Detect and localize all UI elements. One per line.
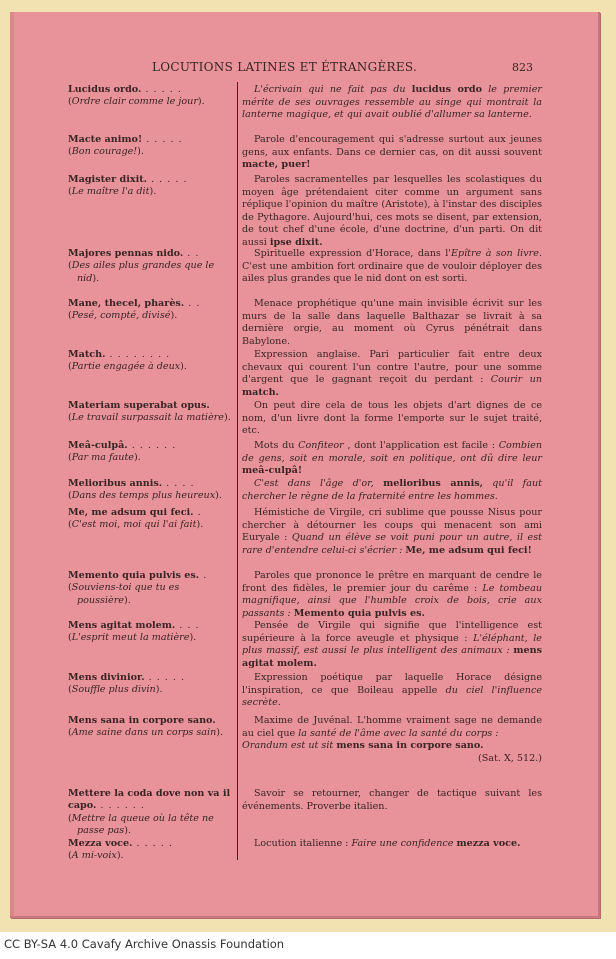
- italic-text: Le travail surpassait la matière: [71, 412, 224, 424]
- headword-line: [68, 788, 234, 813]
- entry-headword-column: [68, 838, 234, 863]
- definition-paragraph: [242, 400, 542, 438]
- translation: [68, 146, 234, 158]
- definition-paragraph: [242, 570, 542, 620]
- text-run: ).: [123, 594, 131, 606]
- headword: Mezza voce.: [68, 838, 133, 849]
- bold-text: ipse dixit.: [269, 236, 323, 248]
- text-run: (: [68, 519, 72, 531]
- translation: [68, 96, 234, 108]
- text-run: Expression poétique par laquelle Horace désigne l'inspiration, ce que Boileau appelle: [242, 672, 542, 696]
- italic-text: Bon courage!: [71, 146, 138, 158]
- entry-definition: [242, 507, 542, 557]
- headword-line: [68, 672, 234, 684]
- headword-line: [68, 507, 234, 519]
- text-run: ).: [216, 727, 224, 739]
- italic-text: Orandum est ut sit: [242, 740, 337, 751]
- leader-dots: . . .: [175, 620, 200, 631]
- text-run: (: [68, 850, 72, 862]
- bold-text: match.: [242, 386, 279, 398]
- entry-headword-column: [68, 570, 234, 607]
- italic-text: le premier mérite de ses ouvrages ressemble au singe qui montrait la lanterne magique, et qui avait oublié d'allumer sa lanterne.: [242, 84, 542, 120]
- text-run: (: [68, 412, 72, 424]
- headword-line: [68, 298, 234, 310]
- text-run: Menace prophétique qu'une main invisible écrivit sur les murs de la salle dans laquelle Balthazar se livrait à sa dernière orgie, au moment où Cyrus pénétrait dans Babylone.: [242, 298, 542, 347]
- entry-definition: [242, 620, 542, 670]
- entry-headword-column: [68, 134, 234, 159]
- bold-text: mens sana in corpore sano.: [336, 740, 484, 751]
- entry-definition: [242, 672, 542, 710]
- entry-definition: [242, 248, 542, 286]
- translation: [68, 310, 234, 322]
- text-run: (: [68, 146, 72, 158]
- italic-text: Pesé, compté, divisé: [71, 310, 171, 322]
- italic-text: Mettre la queue où la tête ne passe pas: [71, 812, 214, 837]
- definition-paragraph: [242, 788, 542, 813]
- headword-line: [68, 440, 234, 452]
- entry-headword-column: [68, 788, 234, 838]
- bold-text: meâ-culpâ!: [242, 465, 303, 476]
- italic-text: Dans des temps plus heureux: [71, 490, 216, 502]
- text-run: ).: [137, 146, 144, 158]
- column-divider: [237, 82, 238, 860]
- leader-dots: . . . . . .: [96, 800, 145, 812]
- definition-paragraph: [242, 174, 542, 249]
- translation: [68, 813, 234, 838]
- italic-text: qu'il faut chercher le règne de la fraternité entre les hommes.: [242, 478, 542, 502]
- headword-line: [68, 174, 234, 186]
- italic-text: Confiteor: [298, 440, 344, 451]
- text-run: (: [68, 310, 72, 322]
- text-run: (: [68, 632, 72, 644]
- translation: [68, 850, 234, 862]
- text-run: Hémistiche de Virgile, cri sublime que pousse Nisus pour chercher à détourner les coups qui menacent son ami Euryale :: [242, 507, 542, 543]
- entry-definition: [242, 84, 542, 122]
- text-run: ).: [133, 452, 141, 464]
- italic-text: Faire une confidence: [351, 838, 457, 849]
- headword-line: [68, 400, 234, 412]
- headword: Memento quia pulvis es.: [68, 570, 200, 581]
- bold-text: lucidus ordo: [411, 84, 483, 95]
- bold-text: macte, puer!: [242, 159, 311, 170]
- page-number: 823: [512, 61, 533, 74]
- text-run: (Sat. X, 512.): [477, 752, 542, 764]
- definition-paragraph: [242, 248, 542, 286]
- leader-dots: . . . . .: [141, 84, 182, 95]
- headword-line: [68, 570, 234, 582]
- definition-paragraph: [242, 672, 542, 710]
- text-run: On peut dire cela de tous les objets d'art dignes de ce nom, d'un livre dont la forme l'emporte sur le sujet traité, etc.: [242, 400, 542, 436]
- text-run: (: [68, 260, 72, 272]
- italic-text: C'est moi, moi qui l'ai fait: [71, 519, 197, 531]
- definition-paragraph: [242, 298, 542, 348]
- italic-text: la santé de l'âme avec la santé du corps :: [298, 727, 499, 739]
- text-run: Pensée de Virgile qui signifie que l'intelligence est supérieure à la force aveugle et physique :: [242, 620, 542, 644]
- headword: Macte animo!: [68, 134, 143, 145]
- italic-text: L'esprit meut la matière: [71, 632, 190, 644]
- headword: Majores pennas nido.: [68, 248, 184, 259]
- text-run: (: [68, 812, 72, 824]
- entry-definition: [242, 788, 542, 813]
- translation: [68, 361, 234, 373]
- bold-text: melioribus annis,: [383, 478, 483, 489]
- italic-text: Des ailes plus grandes que le nid: [71, 260, 215, 284]
- italic-text: Ordre clair comme le jour: [71, 96, 198, 108]
- text-run: ).: [124, 825, 132, 837]
- text-run: , dont l'application est facile :: [343, 440, 499, 451]
- text-run: Paroles sacramentelles par lesquelles les scolastiques du moyen âge prétendaient citer comme un argument sans réplique l'opinion du maître (Aristote), à l'instar des disciples de Pythagore. Aujourd'hui, ces mots se disent, par extension, de tout chef d'une école, d'une doctrine, d'un parti. On dit aussi: [242, 174, 542, 248]
- bold-text: mezza voce.: [456, 838, 521, 849]
- italic-text: Partie engagée à deux: [71, 361, 181, 373]
- headword: Materiam superabat opus.: [68, 400, 210, 411]
- text-run: (: [68, 96, 72, 108]
- entry-headword-column: [68, 672, 234, 697]
- entry-headword-column: [68, 174, 234, 199]
- text-run: Maxime de Juvénal. L'homme vraiment sage ne demande au ciel que: [242, 715, 542, 739]
- text-run: . C'est une ambition fort ordinaire que de vouloir déployer des ailes plus grandes que le nid dont on est sorti.: [242, 248, 542, 284]
- leader-dots: .: [193, 507, 202, 518]
- text-run: ).: [180, 361, 187, 373]
- headword-line: [68, 620, 234, 632]
- italic-text: Epître à son livre: [450, 248, 539, 259]
- text-run: (: [68, 490, 72, 502]
- translation: [68, 727, 234, 739]
- text-run: (: [68, 452, 72, 464]
- entry-headword-column: [68, 248, 234, 285]
- leader-dots: . . . . .: [144, 672, 186, 683]
- leader-dots: . . . . .: [132, 838, 173, 849]
- entry-definition: [242, 134, 542, 172]
- leader-dots: . .: [184, 298, 201, 309]
- entry-headword-column: [68, 298, 234, 323]
- leader-dots: . . . . . . . .: [105, 349, 171, 360]
- definition-paragraph: [242, 740, 542, 753]
- entry-definition: [242, 838, 542, 851]
- headword-line: [68, 248, 234, 260]
- entry-definition: [242, 298, 542, 348]
- text-run: Mots du: [254, 440, 299, 451]
- italic-text: Courir un: [490, 374, 542, 385]
- headword-line: [68, 478, 234, 490]
- definition-paragraph: [242, 349, 542, 399]
- definition-paragraph: [242, 753, 542, 766]
- italic-text: L'éléphant, le plus massif, est aussi le plus intelligent des animaux :: [242, 632, 542, 656]
- headword-line: [68, 838, 234, 850]
- headword-line: [68, 349, 234, 361]
- italic-text: Souffle plus divin: [71, 684, 156, 696]
- translation: [68, 684, 234, 696]
- headword: Me, me adsum qui feci.: [68, 507, 194, 518]
- text-run: ).: [116, 850, 124, 862]
- entry-headword-column: [68, 440, 234, 465]
- headword: Mens agitat molem.: [68, 620, 176, 631]
- italic-text: C'est dans l'âge d'or,: [254, 478, 384, 489]
- text-run: (: [68, 684, 72, 696]
- headword-line: [68, 134, 234, 146]
- headword: Mens divinior.: [68, 672, 145, 683]
- translation: [68, 452, 234, 464]
- headword: Mens sana in corpore sano.: [68, 715, 216, 726]
- entry-definition: [242, 400, 542, 438]
- entry-headword-column: [68, 620, 234, 645]
- italic-text: A mi-voix: [71, 850, 117, 862]
- text-run: Paroles que prononce le prêtre en marquant de cendre le front des fidèles, le premier jour du carême :: [242, 570, 542, 594]
- text-run: (: [68, 727, 72, 739]
- headword: Lucidus ordo.: [68, 84, 142, 95]
- leader-dots: . . . . . .: [127, 440, 177, 451]
- definition-paragraph: [242, 134, 542, 172]
- italic-text: Le maître l'a dit: [71, 186, 150, 198]
- translation: [68, 490, 234, 502]
- entry-headword-column: [68, 507, 234, 532]
- text-run: Locution italienne :: [254, 838, 352, 849]
- italic-text: Souviens-toi que tu es poussière: [71, 582, 180, 606]
- entry-definition: [242, 478, 542, 503]
- text-run: (: [68, 582, 72, 594]
- entry-headword-column: [68, 478, 234, 503]
- translation: [68, 412, 234, 424]
- running-header: LOCUTIONS LATINES ET ÉTRANGÈRES.: [152, 60, 418, 74]
- italic-text: Quand un élève se voit puni pour un autre, il est rare d'entendre celui-ci s'écrier :: [242, 532, 542, 556]
- headword-line: [68, 84, 234, 96]
- page-edge: [10, 12, 14, 916]
- bold-text: Me, me adsum qui feci!: [405, 544, 532, 556]
- italic-text: L'écrivain qui ne fait pas du: [254, 84, 412, 95]
- text-run: ).: [155, 684, 163, 696]
- text-run: (: [68, 186, 72, 198]
- translation: [68, 582, 234, 607]
- entry-definition: [242, 349, 542, 399]
- leader-dots: . .: [183, 248, 200, 259]
- text-run: ).: [215, 490, 222, 502]
- definition-paragraph: [242, 838, 542, 851]
- definition-paragraph: [242, 507, 542, 557]
- translation: [68, 632, 234, 644]
- headword: Melioribus annis.: [68, 478, 163, 489]
- definition-paragraph: [242, 478, 542, 503]
- translation: [68, 186, 234, 198]
- text-run: (: [68, 361, 72, 373]
- italic-text: Combien de gens, soit en morale, soit en politique, ont dû dire leur: [242, 440, 542, 464]
- text-run: Parole d'encouragement qui s'adresse surtout aux jeunes gens, aux enfants. Dans ce dernier cas, on dit aussi souvent: [242, 134, 542, 158]
- license-caption: CC BY-SA 4.0 Cavafy Archive Onassis Foundation: [4, 937, 285, 951]
- text-run: Spirituelle expression d'Horace, dans l': [254, 248, 451, 259]
- bold-text: Memento quia pulvis es.: [293, 607, 425, 619]
- text-run: ).: [170, 310, 178, 322]
- italic-text: du ciel l'influence secrète.: [242, 684, 542, 708]
- definition-paragraph: [242, 715, 542, 740]
- headword: Meâ-culpâ.: [68, 440, 128, 451]
- text-run: ).: [223, 412, 231, 424]
- entry-definition: [242, 570, 542, 620]
- translation: [68, 260, 234, 285]
- headword: Mettere la coda dove non va il capo.: [68, 788, 231, 812]
- translation: [68, 519, 234, 531]
- bold-text: mens agitat molem.: [242, 645, 542, 669]
- headword: Mane, thecel, pharès.: [68, 298, 185, 309]
- definition-paragraph: [242, 84, 542, 122]
- definition-paragraph: [242, 620, 542, 670]
- entry-definition: [242, 715, 542, 765]
- leader-dots: . . . .: [162, 478, 195, 489]
- entry-headword-column: [68, 400, 234, 425]
- text-run: ).: [149, 186, 157, 198]
- entry-definition: [242, 174, 542, 249]
- leader-dots: . . . . .: [142, 134, 183, 145]
- italic-text: Le tombeau magnifique, ainsi que l'humble croix de bois, crie aux passants :: [242, 582, 542, 619]
- entry-headword-column: [68, 349, 234, 374]
- leader-dots: . . . . .: [147, 174, 188, 185]
- text-run: ).: [196, 519, 204, 531]
- text-run: ).: [92, 272, 100, 284]
- text-run: Expression anglaise. Pari particulier fait entre deux chevaux qui courent l'un contre l'autre, pour une somme d'argent que le gagnant reçoit du perdant :: [242, 349, 542, 385]
- headword-line: [68, 715, 234, 727]
- italic-text: Ame saine dans un corps sain: [71, 727, 217, 739]
- leader-dots: .: [199, 570, 208, 581]
- italic-text: Par ma faute: [71, 452, 134, 464]
- entry-headword-column: [68, 715, 234, 740]
- text-run: Savoir se retourner, changer de tactique suivant les événements. Proverbe italien.: [242, 788, 542, 812]
- entry-definition: [242, 440, 542, 478]
- headword: Match.: [68, 349, 106, 360]
- headword: Magister dixit.: [68, 174, 148, 185]
- entry-headword-column: [68, 84, 234, 109]
- definition-paragraph: [242, 440, 542, 478]
- text-run: ).: [197, 96, 205, 108]
- text-run: ).: [189, 632, 197, 644]
